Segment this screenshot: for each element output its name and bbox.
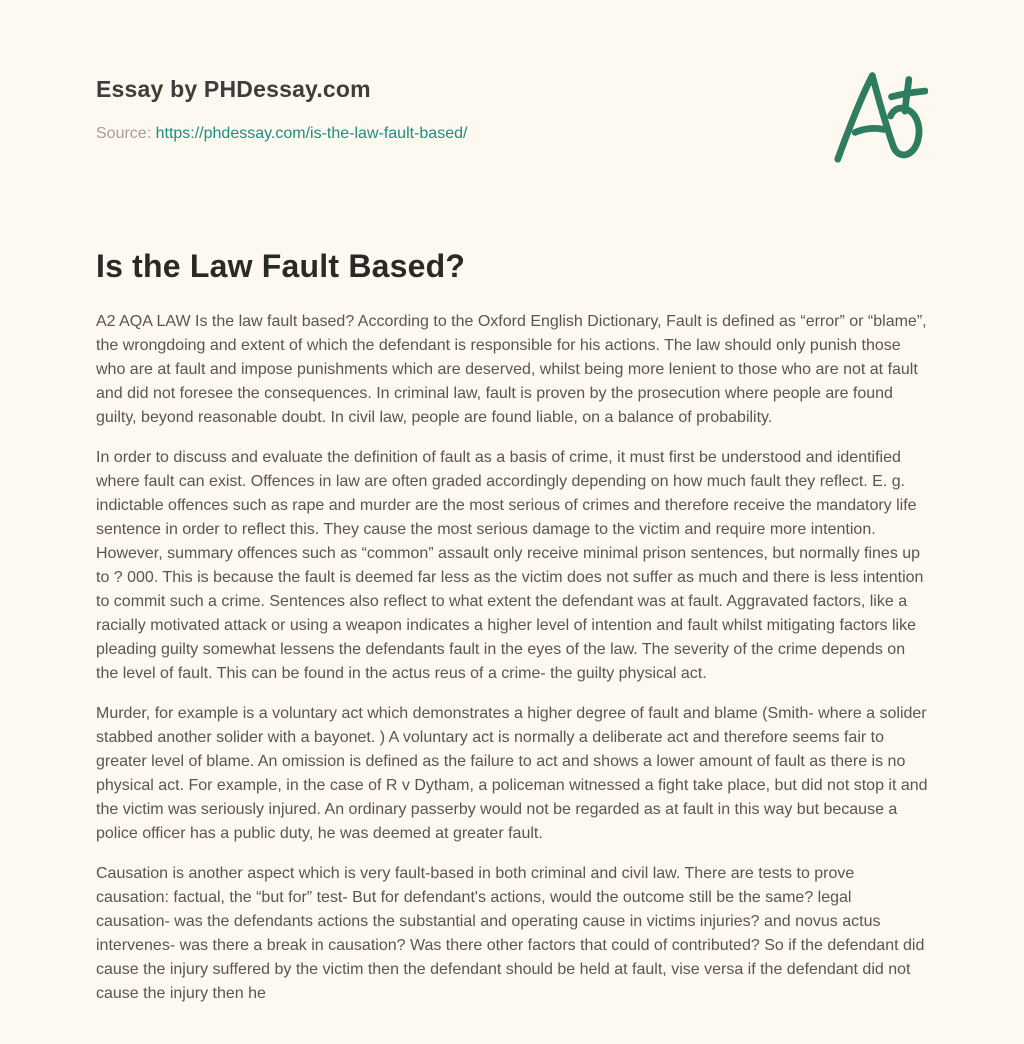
a-plus-logo-icon (832, 68, 928, 164)
source-url-text: https://phdessay.com/is-the-law-fault-based/ (155, 125, 468, 142)
essay-body (96, 310, 928, 1006)
source-label: Source: (96, 125, 152, 142)
source-line (96, 125, 467, 143)
essay-paragraph-3: Murder, for example is a voluntary act which demonstrates a higher degree of fault and blame (Smith- where a solider stabbed another solider with a bayonet. ) A voluntary act is normally a deliberate act and therefore seems fair to greater level of blame. An omission is defined as the failure to act and shows a lower amount of fault as there is no physical act. For example, in the case of R v Dytham, a policeman witnessed a fight take place, but did not stop it and the victim was seriously injured. An ordinary passerby would not be regarded as at fault in this way but because a police officer has a public duty, he was deemed at greater fault. (96, 705, 928, 842)
source-link[interactable] (156, 125, 468, 142)
essay-paragraph-4: Causation is another aspect which is very fault-based in both criminal and civil law. There are tests to prove causation: factual, the “but for” test- But for defendant's actions, would the outcome still be the same? legal causation- was the defendants actions the substantial and operating cause in victims injuries? and novus actus intervenes- was there a break in causation? Was there other factors that could of contributed? So if the defendant did cause the injury suffered by the victim then the defendant should be held at fault, vise versa if the defendant did not cause the injury then he (96, 865, 925, 1002)
brand-title: Essay by PHDessay.com (96, 76, 371, 102)
header-text-block (96, 76, 467, 143)
essay-paragraph-2: In order to discuss and evaluate the definition of fault as a basis of crime, it must first be understood and identified where fault can exist. Offences in law are often graded accordingly depending on how much fault they reflect. E. g. indictable offences such as rape and murder are the most serious of crimes and therefore receive the mandatory life sentence in order to reflect this. They cause the most serious damage to the victim and require more intention. However, summary offences such as “common” assault only receive minimal prison sentences, but normally fines up to ? 000. This is because the fault is deemed far less as the victim does not suffer as much and there is less intention to commit such a crime. Sentences also reflect to what extent the defendant was at fault. Aggravated factors, like a racially motivated attack or using a weapon indicates a higher level of intention and fault whilst mitigating factors like pleading guilty somewhat lessens the defendants fault in the eyes of the law. The severity of the crime depends on the level of fault. This can be found in the actus reus of a crime- the guilty physical act. (96, 449, 924, 682)
essay-paragraph-1: A2 AQA LAW Is the law fault based? According to the Oxford English Dictionary, Fault is defined as “error” or “blame”, the wrongdoing and extent of which the defendant is responsible for his actions. The law should only punish those who are at fault and impose punishments which are deserved, whilst being more lenient to those who are not at fault and did not foresee the consequences. In criminal law, fault is proven by the prosecution where people are found guilty, beyond reasonable doubt. In civil law, people are found liable, on a balance of probability. (96, 313, 927, 426)
page-header (96, 76, 928, 164)
essay-title: Is the Law Fault Based? (96, 248, 466, 284)
